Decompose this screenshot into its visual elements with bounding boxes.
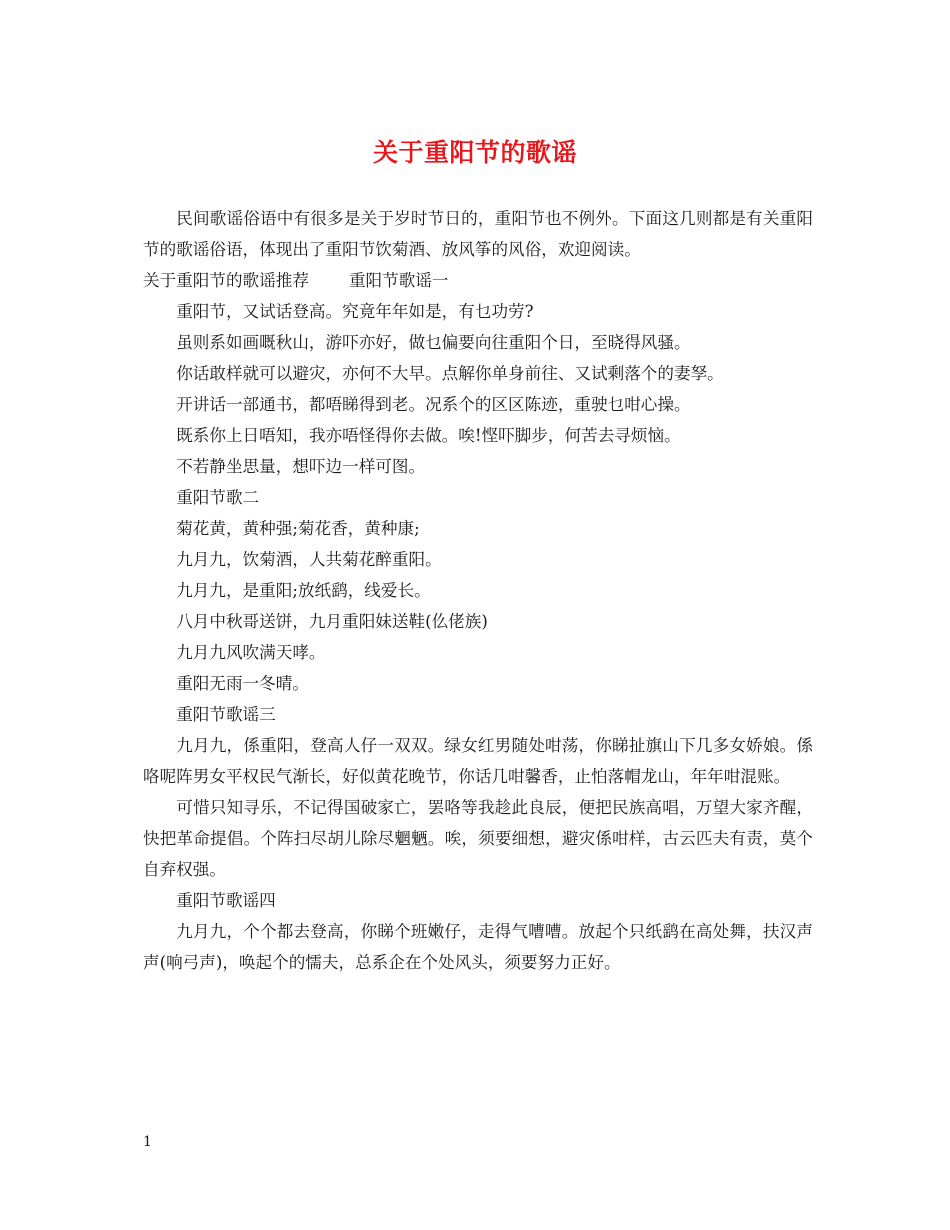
page-number: 1 — [143, 1134, 152, 1150]
song3-paragraph: 可惜只知寻乐，不记得国破家亡，罢咯等我趁此良辰，便把民族高唱，万望大家齐醒，快把革命提倡。个阵扫尽胡儿除尽魍魉。唉，须要细想，避灾係咁样，古云匹夫有责，莫个自弃权强。 — [143, 798, 813, 879]
song4-paragraph: 九月九，个个都去登高，你睇个班嫩仔，走得气嘈嘈。放起个只纸鹞在高处舞，扶汉声声(响弓声)，唤起个的懦夫，总系企在个处风头，须要努力正好。 — [143, 922, 813, 972]
song2-line: 八月中秋哥送饼，九月重阳妹送鞋(仫佬族) — [176, 612, 488, 631]
song3-heading: 重阳节歌谣三 — [176, 705, 276, 724]
recommend-heading: 关于重阳节的歌谣推荐 — [143, 271, 309, 290]
song1-line: 既系你上日唔知，我亦唔怪得你去做。唉!悭吓脚步，何苦去寻烦恼。 — [176, 426, 681, 445]
song1-line: 你话敢样就可以避灾，亦何不大早。点解你单身前往、又试剩落个的妻孥。 — [176, 364, 724, 383]
song4-heading: 重阳节歌谣四 — [176, 891, 276, 910]
song2-line: 九月九，是重阳;放纸鹞，线爱长。 — [176, 581, 431, 600]
song2-line: 九月九，饮菊酒，人共菊花醉重阳。 — [176, 550, 442, 569]
song3-paragraph: 九月九，係重阳，登高人仔一双双。绿女红男随处咁荡，你睇扯旗山下几多女娇娘。係咯呢阵男女平权民气渐长，好似黄花晚节，你话几咁馨香，止怕落帽龙山，年年咁混账。 — [143, 736, 813, 786]
song1-line: 重阳节，又试话登高。究竟年年如是，有乜功劳? — [176, 302, 534, 321]
song1-line: 虽则系如画嘅秋山，游吓亦好，做乜偏要向往重阳个日，至晓得风骚。 — [176, 333, 691, 352]
song2-line: 重阳无雨一冬晴。 — [176, 674, 309, 693]
intro-paragraph: 民间歌谣俗语中有很多是关于岁时节日的，重阳节也不例外。下面这几则都是有关重阳节的歌谣俗语，体现出了重阳节饮菊酒、放风筝的风俗，欢迎阅读。 — [143, 209, 813, 259]
song2-line: 菊花黄，黄种强;菊花香，黄种康; — [176, 519, 420, 538]
document-title: 关于重阳节的歌谣 — [372, 138, 577, 167]
song2-heading: 重阳节歌二 — [176, 488, 260, 507]
song1-heading: 重阳节歌谣一 — [348, 271, 449, 290]
section-heading-line — [143, 265, 813, 296]
song1-line: 不若静坐思量，想吓边一样可图。 — [176, 457, 426, 476]
document-body — [143, 203, 813, 978]
song1-line: 开讲话一部通书，都唔睇得到老。况系个的区区陈迹，重驶乜咁心操。 — [176, 395, 691, 414]
song2-line: 九月九风吹满天哮。 — [176, 643, 326, 662]
